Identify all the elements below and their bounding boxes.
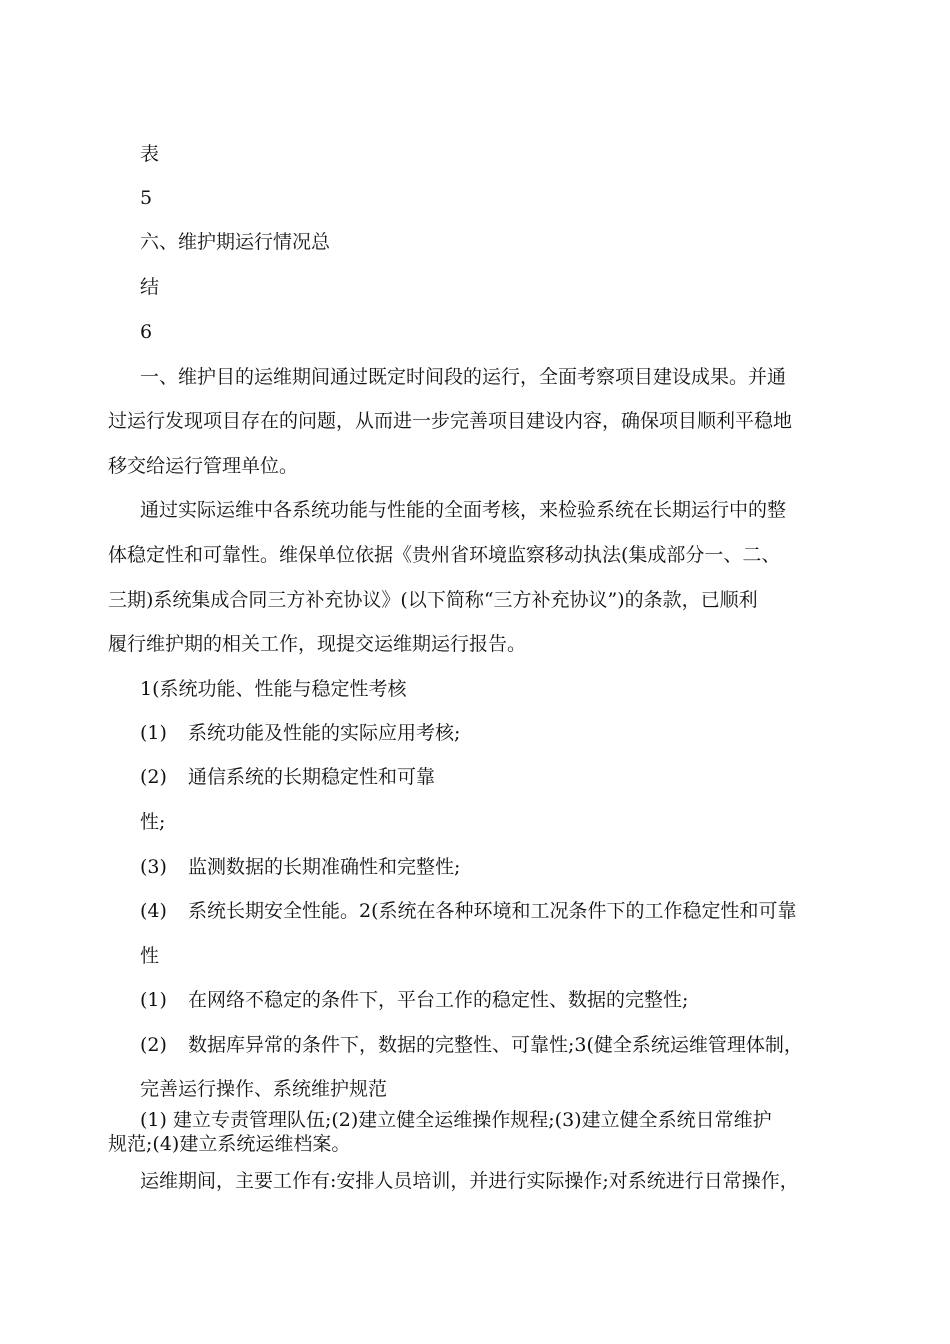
paragraph-line: 过运行发现项目存在的问题，从而进一步完善项目建设内容，确保项目顺利平稳地 bbox=[108, 410, 793, 432]
section-heading: 1(系统功能、性能与稳定性考核 bbox=[140, 678, 407, 700]
list-item bbox=[140, 855, 460, 879]
list-item-continuation: 性; bbox=[140, 811, 166, 833]
paragraph-line: 通过实际运维中各系统功能与性能的全面考核，来检验系统在长期运行中的整 bbox=[140, 499, 787, 521]
list-item-number: (2) bbox=[140, 1034, 167, 1056]
paragraph-line: 一、维护目的运维期间通过既定时间段的运行，全面考察项目建设成果。并通 bbox=[140, 366, 787, 388]
list-item-number: (3) bbox=[140, 856, 167, 878]
list-item-number: (4) bbox=[140, 900, 167, 922]
list-item bbox=[140, 988, 688, 1012]
toc-line: 5 bbox=[140, 187, 153, 209]
paragraph-line: 三期)系统集成合同三方补充协议》(以下简称“三方补充协议”)的条款，已顺利 bbox=[108, 589, 758, 611]
list-item-text: 数据库异常的条件下，数据的完整性、可靠性;3(健全系统运维管理体制， bbox=[188, 1034, 803, 1056]
list-item bbox=[140, 1033, 803, 1057]
paragraph-line: 履行维护期的相关工作，现提交运维期运行报告。 bbox=[108, 633, 527, 655]
list-item bbox=[140, 765, 435, 789]
list-item-number: (1) bbox=[140, 989, 167, 1011]
list-item-continuation: 性 bbox=[140, 945, 160, 967]
list-item-number: (2) bbox=[140, 766, 167, 788]
paragraph-line: 体稳定性和可靠性。维保单位依据《贵州省环境监察移动执法(集成部分一、二、 bbox=[108, 544, 781, 566]
toc-line: 六、维护期运行情况总 bbox=[140, 231, 331, 253]
toc-line: 6 bbox=[140, 321, 153, 343]
paragraph-line: (1) 建立专责管理队伍;(2)建立健全运维操作规程;(3)建立健全系统日常维护 bbox=[140, 1109, 772, 1131]
list-item-text: 通信系统的长期稳定性和可靠 bbox=[188, 766, 436, 788]
list-item-text: 系统功能及性能的实际应用考核; bbox=[188, 722, 461, 744]
list-item-continuation: 完善运行操作、系统维护规范 bbox=[140, 1078, 388, 1100]
paragraph-line: 运维期间，主要工作有:安排人员培训，并进行实际操作;对系统进行日常操作， bbox=[140, 1170, 799, 1192]
toc-line: 结 bbox=[140, 276, 160, 298]
toc-line: 表 bbox=[140, 143, 160, 165]
list-item-text: 系统长期安全性能。2(系统在各种环境和工况条件下的工作稳定性和可靠 bbox=[188, 900, 797, 922]
list-item bbox=[140, 721, 460, 745]
list-item-text: 在网络不稳定的条件下，平台工作的稳定性、数据的完整性; bbox=[188, 989, 689, 1011]
list-item bbox=[140, 899, 797, 923]
paragraph-line: 规范;(4)建立系统运维档案。 bbox=[108, 1133, 351, 1155]
list-item-number: (1) bbox=[140, 722, 167, 744]
list-item-text: 监测数据的长期准确性和完整性; bbox=[188, 856, 461, 878]
paragraph-line: 移交给运行管理单位。 bbox=[108, 455, 299, 477]
